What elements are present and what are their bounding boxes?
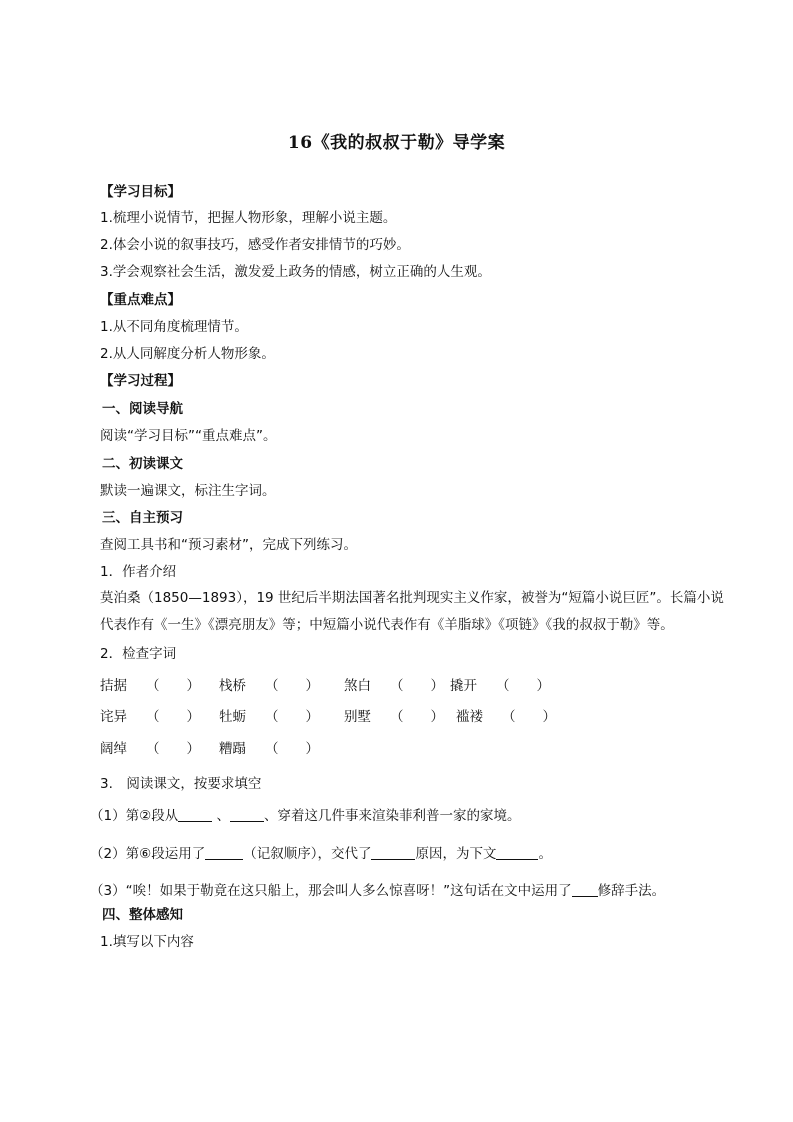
section-1-text: 阅读“学习目标”“重点难点”。 [100,428,277,444]
answer-blank[interactable] [205,845,243,860]
vocab-item: 牡蛎 （ ） [219,709,319,725]
objective-item: 3.学会观察社会生活，激发爱上政务的情感，树立正确的人生观。 [100,264,491,280]
vocab-item: 褴褛 （ ） [456,709,556,725]
vocab-item: 拮据 （ ） [100,678,200,694]
section-4-item: 1.填写以下内容 [100,934,194,950]
question-1: （1）第②段从 、 、穿着这几件事来渲染菲利普一家的家境。 [90,808,521,824]
section-1-title: 一、阅读导航 [102,401,183,417]
objectives-heading: 【学习目标】 [100,184,181,200]
page-title: 16《我的叔叔于勒》导学案 [287,133,506,153]
answer-blank[interactable] [496,845,538,860]
section-4-title: 四、整体感知 [102,907,183,923]
question-2: （2）第⑥段运用了 （记叙顺序），交代了 原因，为下文 。 [90,846,552,862]
vocab-item: 栈桥 （ ） [219,678,319,694]
author-intro-text: 莫泊桑（1850—1893），19 世纪后半期法国著名批判现实主义作家，被誉为“短篇小说巨匠”。长篇小说代表作有《一生》《漂亮朋友》等；中短篇小说代表作有《羊脂球》《项链》《我的叔叔于勒》等。 [100,590,724,633]
process-heading: 【学习过程】 [100,373,181,389]
answer-blank[interactable] [572,882,598,897]
objective-item: 2.体会小说的叙事技巧，感受作者安排情节的巧妙。 [100,237,410,253]
vocab-item: 别墅 （ ） [344,709,444,725]
vocab-item: 煞白 （ ） [344,678,444,694]
section-3-text: 查阅工具书和“预习素材”，完成下列练习。 [100,537,357,553]
question-3: （3）“唉！如果于勒竟在这只船上，那会叫人多么惊喜呀！”这句话在文中运用了 修辞手法。 [90,883,666,899]
vocab-item: 阔绰 （ ） [100,741,200,757]
vocab-check-title: 2．检查字词 [100,646,177,662]
objective-item: 1.梳理小说情节，把握人物形象，理解小说主题。 [100,210,397,226]
section-2-text: 默读一遍课文，标注生字词。 [100,483,276,499]
vocab-item: 撬开 （ ） [450,678,550,694]
answer-blank[interactable] [371,845,415,860]
key-point-item: 1.从不同角度梳理情节。 [100,319,248,335]
answer-blank[interactable] [230,807,264,822]
key-points-heading: 【重点难点】 [100,292,181,308]
vocab-item: 诧异 （ ） [100,709,200,725]
key-point-item: 2.从人同解度分析人物形象。 [100,346,275,362]
fill-blank-title: 3. 阅读课文，按要求填空 [100,776,262,792]
vocab-item: 糟蹋 （ ） [219,741,319,757]
answer-blank[interactable] [178,807,212,822]
section-3-title: 三、自主预习 [102,510,183,526]
section-2-title: 二、初读课文 [102,456,183,472]
author-intro-title: 1．作者介绍 [100,564,177,580]
